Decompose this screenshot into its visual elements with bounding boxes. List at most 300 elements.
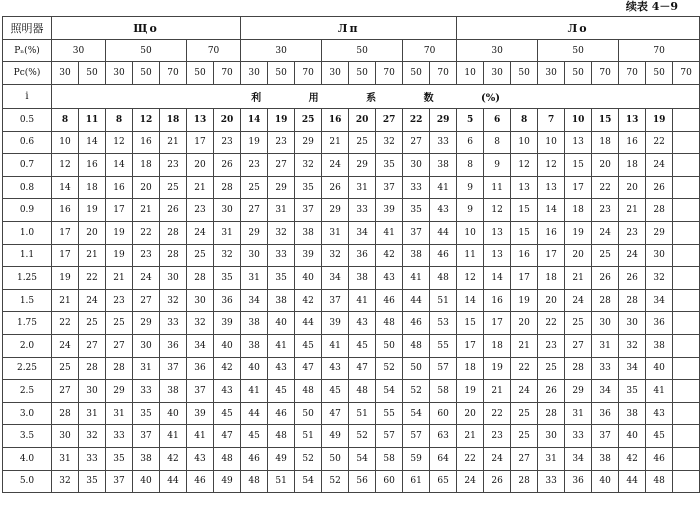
value-cell: 44 [403, 289, 430, 312]
pc-value: 50 [187, 62, 214, 85]
table-row [3, 154, 700, 177]
value-cell: 40 [268, 312, 295, 335]
value-cell: 39 [295, 244, 322, 267]
i-label: i [3, 85, 52, 109]
value-cell: 29 [565, 380, 592, 403]
empty-cell [673, 154, 700, 177]
value-cell: 34 [619, 357, 646, 380]
value-cell: 8 [484, 131, 511, 154]
value-cell: 52 [376, 357, 403, 380]
room-index-cell: 1.25 [3, 267, 52, 290]
value-cell: 46 [403, 312, 430, 335]
value-cell: 51 [430, 289, 457, 312]
value-cell: 21 [511, 334, 538, 357]
empty-cell [673, 289, 700, 312]
empty-cell [673, 470, 700, 493]
value-cell: 23 [484, 425, 511, 448]
value-cell: 27 [376, 109, 403, 132]
pc-value: 10 [457, 62, 484, 85]
empty-cell [673, 109, 700, 132]
table-row [3, 176, 700, 199]
value-cell: 16 [511, 244, 538, 267]
value-cell: 24 [187, 221, 214, 244]
value-cell: 41 [322, 334, 349, 357]
room-index-cell: 1.5 [3, 289, 52, 312]
value-cell: 28 [646, 199, 673, 222]
value-cell: 21 [187, 176, 214, 199]
value-cell: 57 [376, 425, 403, 448]
value-cell: 31 [322, 221, 349, 244]
value-cell: 9 [457, 199, 484, 222]
value-cell: 34 [565, 447, 592, 470]
pc-value: 50 [79, 62, 106, 85]
value-cell: 50 [295, 402, 322, 425]
value-cell: 19 [565, 221, 592, 244]
value-cell: 25 [592, 244, 619, 267]
value-cell: 23 [619, 221, 646, 244]
value-cell: 33 [430, 131, 457, 154]
value-cell: 24 [79, 289, 106, 312]
value-cell: 23 [106, 289, 133, 312]
value-cell: 34 [322, 267, 349, 290]
value-cell: 48 [376, 312, 403, 335]
value-cell: 23 [268, 131, 295, 154]
value-cell: 31 [538, 447, 565, 470]
value-cell: 20 [457, 402, 484, 425]
pn-value: 50 [106, 40, 187, 62]
value-cell: 17 [52, 221, 79, 244]
value-cell: 58 [430, 380, 457, 403]
value-cell: 19 [511, 289, 538, 312]
value-cell: 63 [430, 425, 457, 448]
value-cell: 20 [133, 176, 160, 199]
value-cell: 23 [241, 154, 268, 177]
value-cell: 39 [214, 312, 241, 335]
utilization-table [2, 16, 700, 493]
value-cell: 27 [106, 334, 133, 357]
header-row-fixture [3, 17, 700, 40]
value-cell: 16 [52, 199, 79, 222]
value-cell: 25 [511, 425, 538, 448]
value-cell: 20 [187, 154, 214, 177]
value-cell: 31 [79, 402, 106, 425]
value-cell: 20 [538, 289, 565, 312]
value-cell: 34 [646, 289, 673, 312]
value-cell: 27 [79, 334, 106, 357]
value-cell: 60 [376, 470, 403, 493]
value-cell: 51 [268, 470, 295, 493]
value-cell: 46 [430, 244, 457, 267]
value-cell: 20 [79, 221, 106, 244]
value-cell: 49 [322, 425, 349, 448]
value-cell: 38 [241, 312, 268, 335]
empty-cell [673, 312, 700, 335]
value-cell: 18 [592, 131, 619, 154]
value-cell: 27 [268, 154, 295, 177]
header-row-i [3, 85, 700, 109]
value-cell: 17 [484, 312, 511, 335]
value-cell: 38 [430, 154, 457, 177]
pc-value: 70 [160, 62, 187, 85]
value-cell: 46 [187, 470, 214, 493]
value-cell: 20 [349, 109, 376, 132]
value-cell: 22 [457, 447, 484, 470]
value-cell: 51 [349, 402, 376, 425]
value-cell: 41 [430, 176, 457, 199]
value-cell: 24 [133, 267, 160, 290]
value-cell: 26 [160, 199, 187, 222]
value-cell: 54 [403, 402, 430, 425]
value-cell: 26 [484, 470, 511, 493]
table-row [3, 109, 700, 132]
value-cell: 33 [565, 425, 592, 448]
value-cell: 31 [52, 447, 79, 470]
value-cell: 41 [646, 380, 673, 403]
value-cell: 38 [619, 402, 646, 425]
value-cell: 13 [484, 221, 511, 244]
value-cell: 33 [592, 357, 619, 380]
value-cell: 12 [133, 109, 160, 132]
value-cell: 40 [619, 425, 646, 448]
value-cell: 52 [403, 380, 430, 403]
value-cell: 16 [484, 289, 511, 312]
value-cell: 15 [457, 312, 484, 335]
value-cell: 14 [457, 289, 484, 312]
value-cell: 49 [214, 470, 241, 493]
value-cell: 40 [295, 267, 322, 290]
value-cell: 28 [160, 244, 187, 267]
pc-value: 70 [295, 62, 322, 85]
value-cell: 61 [403, 470, 430, 493]
value-cell: 38 [160, 380, 187, 403]
value-cell: 32 [268, 221, 295, 244]
value-cell: 52 [349, 425, 376, 448]
value-cell: 10 [511, 131, 538, 154]
value-cell: 23 [160, 154, 187, 177]
value-cell: 37 [160, 357, 187, 380]
value-cell: 22 [79, 267, 106, 290]
util-char: 系 [366, 93, 377, 104]
value-cell: 20 [511, 312, 538, 335]
value-cell: 6 [484, 109, 511, 132]
value-cell: 23 [538, 334, 565, 357]
empty-cell [673, 199, 700, 222]
value-cell: 19 [106, 221, 133, 244]
pc-value: 30 [241, 62, 268, 85]
value-cell: 11 [79, 109, 106, 132]
value-cell: 57 [430, 357, 457, 380]
value-cell: 24 [511, 380, 538, 403]
value-cell: 41 [160, 425, 187, 448]
value-cell: 29 [430, 109, 457, 132]
header-row-pn [3, 40, 700, 62]
value-cell: 8 [511, 109, 538, 132]
value-cell: 15 [511, 221, 538, 244]
pc-value: 70 [376, 62, 403, 85]
value-cell: 33 [403, 176, 430, 199]
value-cell: 36 [160, 334, 187, 357]
value-cell: 5 [457, 109, 484, 132]
value-cell: 37 [187, 380, 214, 403]
value-cell: 40 [592, 470, 619, 493]
table-row [3, 312, 700, 335]
value-cell: 30 [52, 425, 79, 448]
value-cell: 36 [187, 357, 214, 380]
value-cell: 45 [322, 380, 349, 403]
value-cell: 26 [592, 267, 619, 290]
value-cell: 33 [349, 199, 376, 222]
value-cell: 39 [187, 402, 214, 425]
value-cell: 45 [349, 334, 376, 357]
value-cell: 24 [457, 470, 484, 493]
value-cell: 44 [619, 470, 646, 493]
value-cell: 65 [430, 470, 457, 493]
value-cell: 25 [511, 402, 538, 425]
value-cell: 42 [619, 447, 646, 470]
value-cell: 27 [511, 447, 538, 470]
value-cell: 33 [538, 470, 565, 493]
pc-value: 70 [430, 62, 457, 85]
value-cell: 28 [592, 289, 619, 312]
table-row [3, 470, 700, 493]
value-cell: 42 [295, 289, 322, 312]
value-cell: 30 [619, 312, 646, 335]
value-cell: 26 [214, 154, 241, 177]
value-cell: 26 [538, 380, 565, 403]
value-cell: 24 [484, 447, 511, 470]
value-cell: 14 [241, 109, 268, 132]
value-cell: 27 [133, 289, 160, 312]
value-cell: 32 [79, 425, 106, 448]
value-cell: 23 [133, 244, 160, 267]
value-cell: 24 [592, 221, 619, 244]
value-cell: 23 [592, 199, 619, 222]
pn-value: 70 [619, 40, 700, 62]
value-cell: 41 [403, 267, 430, 290]
value-cell: 45 [646, 425, 673, 448]
value-cell: 19 [457, 380, 484, 403]
value-cell: 41 [187, 425, 214, 448]
empty-cell [673, 357, 700, 380]
value-cell: 9 [457, 176, 484, 199]
value-cell: 37 [106, 470, 133, 493]
util-char: 数 [423, 93, 434, 104]
value-cell: 18 [484, 334, 511, 357]
pc-value: 30 [106, 62, 133, 85]
value-cell: 46 [376, 289, 403, 312]
value-cell: 22 [646, 131, 673, 154]
value-cell: 43 [646, 402, 673, 425]
pc-value: 30 [484, 62, 511, 85]
value-cell: 35 [133, 402, 160, 425]
value-cell: 50 [376, 334, 403, 357]
room-index-cell: 2.25 [3, 357, 52, 380]
value-cell: 33 [268, 244, 295, 267]
value-cell: 45 [241, 425, 268, 448]
value-cell: 25 [241, 176, 268, 199]
value-cell: 34 [349, 221, 376, 244]
value-cell: 32 [187, 312, 214, 335]
value-cell: 25 [79, 312, 106, 335]
pn-value: 50 [538, 40, 619, 62]
empty-cell [673, 131, 700, 154]
value-cell: 35 [79, 470, 106, 493]
value-cell: 53 [430, 312, 457, 335]
pc-value: 50 [646, 62, 673, 85]
value-cell: 22 [538, 312, 565, 335]
value-cell: 42 [214, 357, 241, 380]
value-cell: 15 [565, 154, 592, 177]
value-cell: 22 [403, 109, 430, 132]
value-cell: 43 [376, 267, 403, 290]
pc-value: 70 [673, 62, 700, 85]
room-index-cell: 5.0 [3, 470, 52, 493]
value-cell: 30 [79, 380, 106, 403]
value-cell: 25 [187, 244, 214, 267]
value-cell: 33 [106, 425, 133, 448]
value-cell: 64 [430, 447, 457, 470]
value-cell: 41 [349, 289, 376, 312]
value-cell: 48 [214, 447, 241, 470]
room-index-cell: 2.5 [3, 380, 52, 403]
value-cell: 41 [376, 221, 403, 244]
value-cell: 51 [295, 425, 322, 448]
value-cell: 39 [376, 199, 403, 222]
value-cell: 21 [52, 289, 79, 312]
value-cell: 27 [565, 334, 592, 357]
pn-label: Pₙ(%) [3, 40, 52, 62]
value-cell: 29 [241, 221, 268, 244]
value-cell: 28 [511, 470, 538, 493]
value-cell: 21 [619, 199, 646, 222]
value-cell: 20 [592, 154, 619, 177]
value-cell: 43 [349, 312, 376, 335]
value-cell: 43 [214, 380, 241, 403]
value-cell: 48 [646, 470, 673, 493]
value-cell: 36 [592, 402, 619, 425]
value-cell: 12 [484, 199, 511, 222]
value-cell: 8 [457, 154, 484, 177]
value-cell: 37 [376, 176, 403, 199]
value-cell: 25 [349, 131, 376, 154]
value-cell: 10 [457, 221, 484, 244]
header-row-pc [3, 62, 700, 85]
value-cell: 20 [214, 109, 241, 132]
value-cell: 25 [538, 357, 565, 380]
pc-value: 50 [565, 62, 592, 85]
value-cell: 38 [133, 447, 160, 470]
value-cell: 23 [214, 131, 241, 154]
value-cell: 31 [241, 267, 268, 290]
value-cell: 13 [484, 244, 511, 267]
value-cell: 24 [322, 154, 349, 177]
group-header-1: Що [52, 17, 241, 40]
value-cell: 45 [295, 334, 322, 357]
pn-value: 50 [322, 40, 403, 62]
value-cell: 38 [592, 447, 619, 470]
value-cell: 12 [106, 131, 133, 154]
value-cell: 37 [322, 289, 349, 312]
value-cell: 45 [268, 380, 295, 403]
value-cell: 17 [511, 267, 538, 290]
value-cell: 16 [538, 221, 565, 244]
value-cell: 48 [268, 425, 295, 448]
value-cell: 27 [241, 199, 268, 222]
value-cell: 38 [403, 244, 430, 267]
value-cell: 8 [106, 109, 133, 132]
value-cell: 48 [349, 380, 376, 403]
value-cell: 22 [52, 312, 79, 335]
value-cell: 30 [403, 154, 430, 177]
pn-value: 70 [187, 40, 241, 62]
value-cell: 28 [619, 289, 646, 312]
pc-value: 30 [52, 62, 79, 85]
value-cell: 41 [268, 334, 295, 357]
pn-value: 70 [403, 40, 457, 62]
value-cell: 40 [160, 402, 187, 425]
table-row [3, 357, 700, 380]
value-cell: 35 [106, 447, 133, 470]
value-cell: 46 [646, 447, 673, 470]
value-cell: 13 [565, 131, 592, 154]
value-cell: 19 [646, 109, 673, 132]
value-cell: 22 [133, 221, 160, 244]
value-cell: 12 [511, 154, 538, 177]
value-cell: 29 [322, 199, 349, 222]
value-cell: 19 [241, 131, 268, 154]
value-cell: 29 [646, 221, 673, 244]
value-cell: 25 [295, 109, 322, 132]
table-row [3, 244, 700, 267]
value-cell: 42 [376, 244, 403, 267]
table-row [3, 289, 700, 312]
value-cell: 35 [376, 154, 403, 177]
table-caption: 续表 4－9 [625, 0, 678, 13]
value-cell: 34 [592, 380, 619, 403]
value-cell: 27 [403, 131, 430, 154]
value-cell: 29 [349, 154, 376, 177]
value-cell: 17 [565, 176, 592, 199]
value-cell: 21 [160, 131, 187, 154]
value-cell: 17 [538, 244, 565, 267]
pc-value: 50 [133, 62, 160, 85]
value-cell: 43 [268, 357, 295, 380]
value-cell: 15 [592, 109, 619, 132]
fixture-label: 照明器 [3, 17, 52, 40]
value-cell: 21 [484, 380, 511, 403]
value-cell: 48 [295, 380, 322, 403]
value-cell: 28 [106, 357, 133, 380]
value-cell: 25 [565, 312, 592, 335]
value-cell: 37 [592, 425, 619, 448]
value-cell: 41 [241, 380, 268, 403]
value-cell: 52 [295, 447, 322, 470]
value-cell: 17 [187, 131, 214, 154]
value-cell: 42 [160, 447, 187, 470]
value-cell: 28 [214, 176, 241, 199]
value-cell: 10 [565, 109, 592, 132]
value-cell: 56 [349, 470, 376, 493]
table-row [3, 380, 700, 403]
value-cell: 31 [592, 334, 619, 357]
value-cell: 24 [565, 289, 592, 312]
empty-cell [673, 447, 700, 470]
value-cell: 11 [484, 176, 511, 199]
pc-value: 50 [403, 62, 430, 85]
value-cell: 18 [457, 357, 484, 380]
value-cell: 50 [403, 357, 430, 380]
value-cell: 16 [133, 131, 160, 154]
